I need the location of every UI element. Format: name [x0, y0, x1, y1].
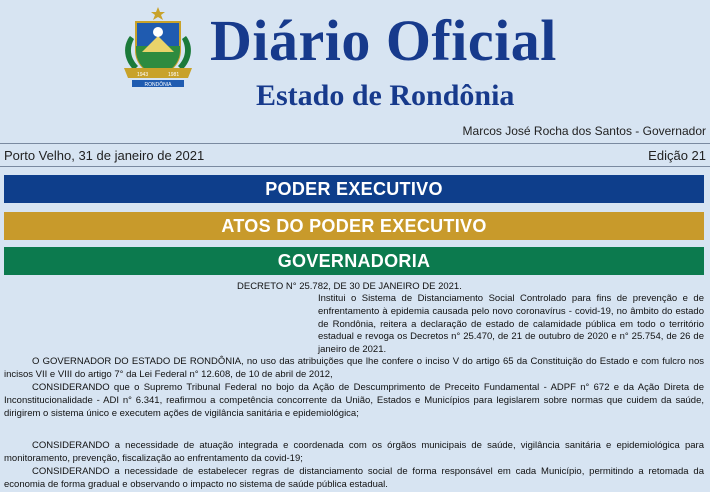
edition-info-row — [4, 148, 706, 163]
header-divider-bottom — [0, 166, 710, 167]
section-bar-atos: ATOS DO PODER EXECUTIVO — [4, 212, 704, 240]
page-subtitle: Estado de Rondônia — [256, 79, 515, 112]
edition-number: Edição 21 — [648, 148, 706, 163]
decree-paragraph: O GOVERNADOR DO ESTADO DE RONDÔNIA, no uso das atribuições que lhe confere o inciso V do artigo 65 da Constituição do Estado e com fulcro nos incisos VII e VIII do artigo 7° da Lei Federal n° 12.608, de 10 de abril de 2012, — [4, 356, 704, 380]
section-bar-governadoria: GOVERNADORIA — [4, 247, 704, 275]
place-date: Porto Velho, 31 de janeiro de 2021 — [4, 148, 205, 163]
governor-name: Marcos José Rocha dos Santos - Governador — [462, 124, 706, 138]
decree-ementa: Institui o Sistema de Distanciamento Social Controlado para fins de prevenção e de enfrentamento à epidemia causada pelo novo coronavírus - covid-19, no âmbito do estado de Rondônia, reitera a declaração de estado de calamidade pública em todo o território estadual e revoga os Decretos n° 25.470, de 21 de outubro de 2020 e n° 25.754, de 26 de janeiro de 2021. — [318, 293, 704, 356]
emblem-year-left: 1943 — [137, 72, 149, 78]
decree-title: DECRETO N° 25.782, DE 30 DE JANEIRO DE 2021. — [237, 281, 462, 292]
emblem-banner-text: RONDÔNIA — [144, 82, 172, 88]
decree-paragraph: CONSIDERANDO a necessidade de estabelecer regras de distanciamento social de forma responsável em cada Município, permitindo a retomada da economia de forma gradual e observando o impacto no sistema de saúde pública estadual. — [4, 466, 704, 490]
section-bar-poder-executivo: PODER EXECUTIVO — [4, 175, 704, 203]
coat-of-arms-icon — [120, 6, 196, 88]
emblem-year-right: 1981 — [168, 72, 180, 78]
decree-paragraph: CONSIDERANDO a necessidade de atuação integrada e coordenada com os órgãos municipais de saúde, vigilância sanitária e epidemiológica para monitoramento, prevenção, fiscalização ao enfrentamento da covid-19; — [4, 440, 704, 464]
page-title: Diário Oficial — [210, 8, 557, 73]
decree-paragraph: CONSIDERANDO que o Supremo Tribunal Federal no bojo da Ação de Descumprimento de Preceito Fundamental - ADPF n° 672 e da Ação Direta de Inconstitucionalidade - ADI n° 6.341, reafirmou a competência concorrente da União, Estados e Municípios para legislarem sobre normas que cuidem da saúde, dirigirem o sistema único e executem ações de vigilância sanitária e epidemiológica; — [4, 382, 704, 419]
header-divider-top — [0, 143, 710, 144]
